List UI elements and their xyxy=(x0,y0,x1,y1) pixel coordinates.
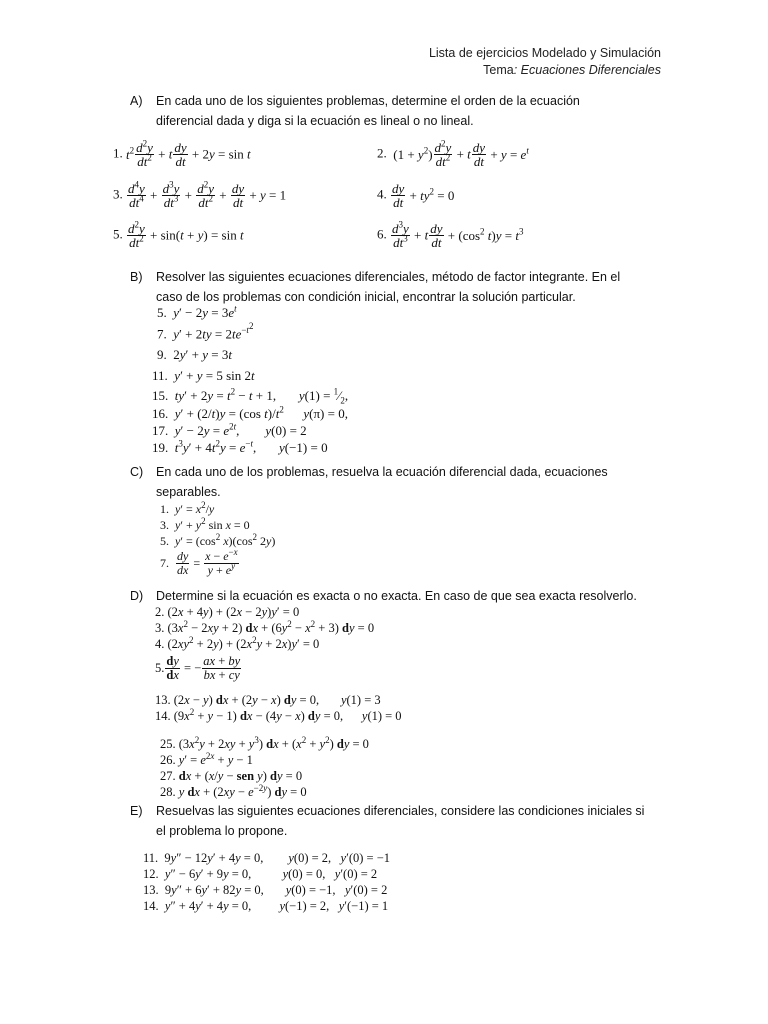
eq-d28: 28. y dx + $(2xy - e^{-2y})$ dy = 0 xyxy=(160,782,307,799)
eq-number: 13. xyxy=(143,883,159,897)
eq-number: 28. xyxy=(160,785,176,799)
eq-d4: 4. $(2xy^2 + 2y) + (2x^2y + 2x)y' = 0$ xyxy=(155,634,320,651)
section-c-heading xyxy=(130,462,650,504)
eq-d13: 13. (2x − y) dx + (2y − x) dy = 0, y(1) = 3 xyxy=(155,693,381,707)
eq-number: 3. xyxy=(155,621,165,635)
eq-number: 12. xyxy=(143,867,159,881)
eq-number: 13. xyxy=(155,693,171,707)
section-text: Resolver las siguientes ecuaciones diferenciales, método de factor integrante. En el caso de los problemas con condición inicial, encontrar la solución particular. xyxy=(156,270,621,304)
topic-label: Tema xyxy=(483,63,514,77)
header-title: Lista de ejercicios Modelado y Simulación xyxy=(428,46,661,60)
eq-number: 9. xyxy=(157,347,167,362)
eq-number: 3. xyxy=(113,186,123,202)
section-text: Determine si la ecuación es exacta o no exacta. En caso de que sea exacta resolverlo. xyxy=(156,589,637,603)
eq-b5: 5. $y' - 2y = 3e^t$ xyxy=(157,303,237,320)
eq-number: 5. xyxy=(113,226,123,242)
eq-a6: 6. $\frac{d^3y}{dt^3}$ + t $\frac{dy}{dt}$ + ($\cos^2$ $t)y = t^3$ xyxy=(377,219,524,250)
section-text: En cada uno de los problemas, resuelva la ecuación diferencial dada, ecuaciones separables. xyxy=(156,465,608,499)
section-letter: E) xyxy=(130,804,143,818)
eq-number: 14. xyxy=(143,899,159,913)
section-letter: D) xyxy=(130,589,144,603)
eq-d25: 25. $(3x^2y + 2xy + y^3)$ dx + $(x^2 + y^2)$ dy = 0 xyxy=(160,734,369,751)
eq-number: 26. xyxy=(160,753,176,767)
section-text: En cada uno de los siguientes problemas, determine el orden de la ecuación diferencial dada y diga si la ecuación es lineal o no lineal. xyxy=(156,94,580,128)
eq-b11: 11. y′ + y = 5 sin 2t xyxy=(152,368,255,383)
eq-number: 5. xyxy=(157,305,167,320)
eq-c3: 3. $y' + y^2$ sin x = 0 xyxy=(160,516,250,532)
eq-a4: 4. $\frac{dy}{dt}$ + $ty^2 = 0$ xyxy=(377,181,455,210)
section-text: Resuelvas las siguientes ecuaciones diferenciales, considere las condiciones iniciales si el problema lo propone. xyxy=(156,804,645,838)
eq-e13: 13. 9y″ + 6y′ + 82y = 0, y(0) = −1, y′(0) = 2 xyxy=(143,883,388,897)
section-e-heading xyxy=(130,801,660,843)
eq-number: 7. xyxy=(160,556,169,570)
eq-a3: 3. $\frac{d^4y}{dt^4}$ + $\frac{d^3y}{dt^3}$ + $\frac{d^2y}{dt^2}$ + $\frac{dy}{dt}$ + y = 1 xyxy=(113,179,287,210)
eq-number: 25. xyxy=(160,737,176,751)
eq-number: 2. xyxy=(377,145,387,161)
eq-number: 6. xyxy=(377,226,387,242)
eq-b15: 15. $ty' + 2y = t^2 - t + 1$, $y(1) = ^1⁄_2$, xyxy=(152,386,349,406)
eq-e14: 14. y″ + 4y′ + 4y = 0, y(−1) = 2, y′(−1) = 1 xyxy=(143,899,389,913)
eq-number: 19. xyxy=(152,440,169,455)
eq-number: 2. xyxy=(155,605,165,619)
eq-b7: 7. $y' + 2ty = 2te^{-t^2}$ xyxy=(157,321,254,342)
eq-number: 11. xyxy=(143,851,159,865)
eq-number: 5. xyxy=(155,661,165,675)
eq-b19: 19. $t^3y' + 4t^2y = e^{-t}$, y(−1) = 0 xyxy=(152,438,328,455)
header-topic xyxy=(483,63,661,77)
eq-c5: 5. $y' = (\cos^2$ $x)(\cos^2$ 2y) xyxy=(160,532,276,548)
eq-number: 17. xyxy=(152,423,169,438)
section-letter: A) xyxy=(130,94,143,108)
eq-number: 4. xyxy=(377,186,387,202)
eq-e12: 12. y″ − 6y′ + 9y = 0, y(0) = 0, y′(0) = 2 xyxy=(143,867,378,881)
eq-number: 11. xyxy=(152,368,168,383)
eq-a2: 2. $(1 + y^2)$ $\frac{d^2y}{dt^2}$ + t $\frac{dy}{dt}$ + $y = e^t$ xyxy=(377,138,529,169)
eq-number: 4. xyxy=(155,637,165,651)
eq-number: 1. xyxy=(113,145,123,161)
eq-d26: 26. $y' = e^{2x} + y - 1$ xyxy=(160,750,253,767)
eq-number: 14. xyxy=(155,709,171,723)
eq-c1: 1. $y' = x^2/y$ xyxy=(160,500,215,516)
section-a-heading xyxy=(130,91,650,133)
eq-d27: 27. dx + (x/y − sen y) dy = 0 xyxy=(160,769,303,783)
topic-value: : Ecuaciones Diferenciales xyxy=(513,63,661,77)
section-letter: C) xyxy=(130,465,144,479)
eq-number: 3. xyxy=(160,518,169,532)
eq-d5: 5. $\frac{dy}{dx}$ = − $\frac{ax + by}{bx + cy}$ xyxy=(155,654,241,682)
eq-number: 15. xyxy=(152,388,169,403)
section-b-heading xyxy=(130,267,650,309)
eq-number: 1. xyxy=(160,502,169,516)
eq-number: 16. xyxy=(152,406,169,421)
eq-number: 5. xyxy=(160,534,169,548)
eq-b17: 17. $y' - 2y = e^{2t}$, y(0) = 2 xyxy=(152,421,307,438)
eq-b16: 16. y′ + (2/t)y = (cos $t)/t^2$ y(π) = 0, xyxy=(152,404,348,421)
eq-e11: 11. 9y″ − 12y′ + 4y = 0, y(0) = 2, y′(0) = −1 xyxy=(143,851,391,865)
eq-b9: 9. 2y′ + y = 3t xyxy=(157,347,232,362)
eq-d3: 3. $(3x^2 - 2xy + 2)$ dx + $(6y^2 - x^2 + 3)$ dy = 0 xyxy=(155,618,375,635)
eq-number: 7. xyxy=(157,326,167,342)
eq-c7: 7. $\frac{dy}{dx}$ = $\frac{x - e^{-x}}{y + e^y}$ xyxy=(160,547,238,577)
eq-a1: 1. $t^2$ $\frac{d^2y}{dt^2}$ + t $\frac{dy}{dt}$ + 2y = sin t xyxy=(113,138,251,169)
eq-d2: 2. (2x + 4y) + (2x − 2y)y′ = 0 xyxy=(155,605,300,619)
eq-number: 27. xyxy=(160,769,176,783)
eq-d14: 14. $(9x^2 + y - 1)$ dx − (4y − x) dy = 0, y(1) = 0 xyxy=(155,706,402,723)
section-letter: B) xyxy=(130,270,143,284)
eq-a5: 5. $\frac{d^2y}{dt^2}$ + sin(t + y) = sin t xyxy=(113,219,244,250)
